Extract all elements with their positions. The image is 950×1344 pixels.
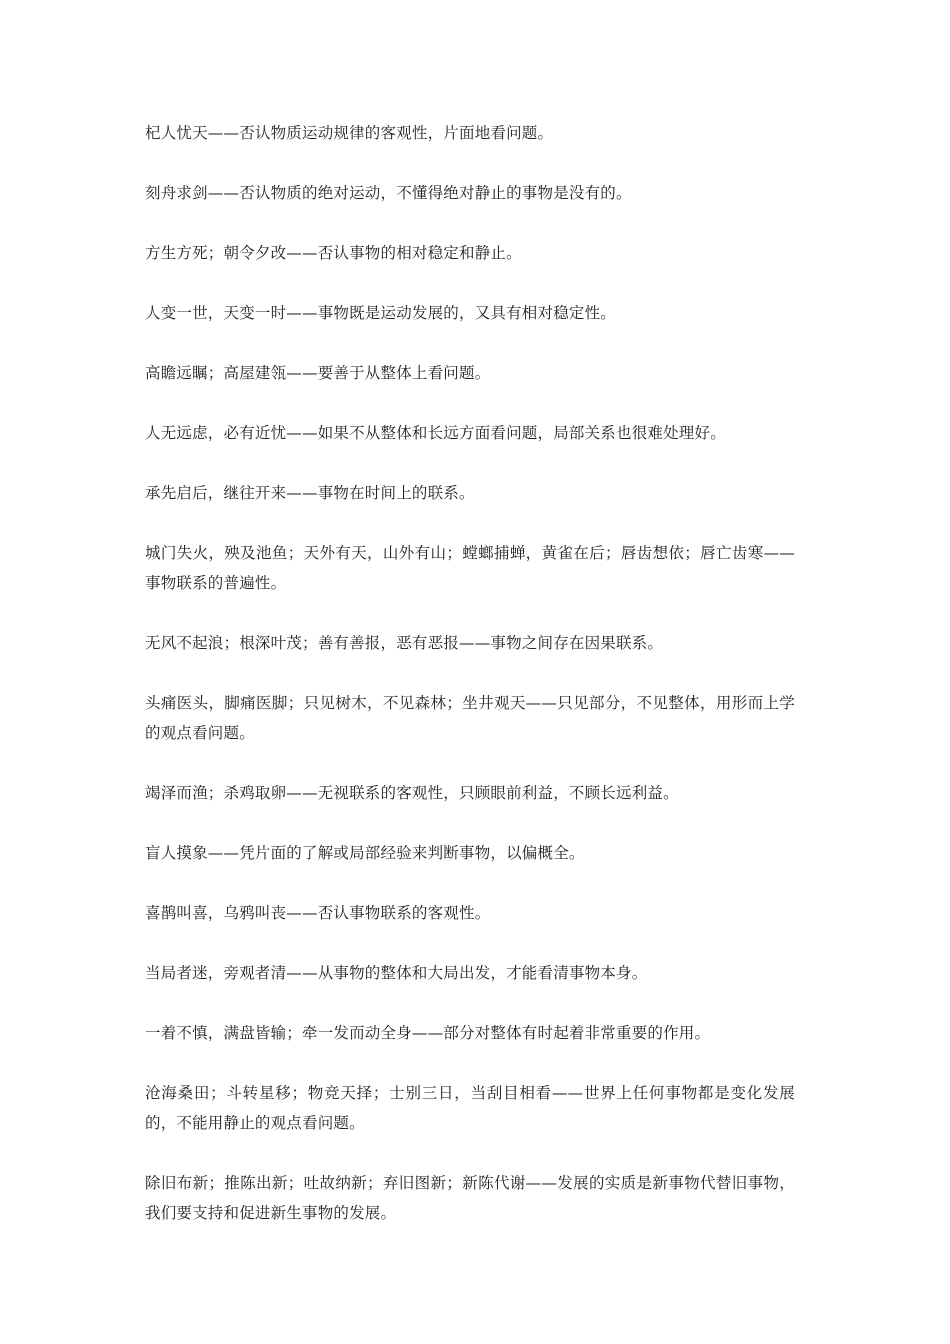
paragraph: 沧海桑田；斗转星移；物竞天择；士别三日，当刮目相看——世界上任何事物都是变化发展的，不能用静止的观点看问题。 — [145, 1084, 795, 1132]
paragraph: 一着不慎，满盘皆输；牵一发而动全身——部分对整体有时起着非常重要的作用。 — [145, 1024, 711, 1042]
paragraph: 人无远虑，必有近忧——如果不从整体和长远方面看问题，局部关系也很难处理好。 — [145, 424, 726, 442]
paragraph: 高瞻远瞩；高屋建瓴——要善于从整体上看问题。 — [145, 364, 491, 382]
paragraph: 城门失火，殃及池鱼；天外有天，山外有山；螳螂捕蝉，黄雀在后；唇齿想依；唇亡齿寒——事物联系的普遍性。 — [145, 544, 795, 592]
paragraph: 除旧布新；推陈出新；吐故纳新；弃旧图新；新陈代谢——发展的实质是新事物代替旧事物，我们要支持和促进新生事物的发展。 — [145, 1174, 795, 1222]
paragraph: 竭泽而渔；杀鸡取卵——无视联系的客观性，只顾眼前利益，不顾长远利益。 — [145, 784, 679, 802]
paragraph: 杞人忧天——否认物质运动规律的客观性，片面地看问题。 — [145, 124, 554, 142]
document-body — [145, 118, 795, 1258]
paragraph: 方生方死；朝令夕改——否认事物的相对稳定和静止。 — [145, 244, 522, 262]
paragraph: 喜鹊叫喜，乌鸦叫丧——否认事物联系的客观性。 — [145, 904, 491, 922]
paragraph: 盲人摸象——凭片面的了解或局部经验来判断事物，以偏概全。 — [145, 844, 585, 862]
paragraph: 当局者迷，旁观者清——从事物的整体和大局出发，才能看清事物本身。 — [145, 964, 648, 982]
paragraph: 人变一世，天变一时——事物既是运动发展的，又具有相对稳定性。 — [145, 304, 617, 322]
paragraph: 刻舟求剑——否认物质的绝对运动，不懂得绝对静止的事物是没有的。 — [145, 184, 632, 202]
paragraph: 承先启后，继往开来——事物在时间上的联系。 — [145, 484, 475, 502]
paragraph: 无风不起浪；根深叶茂；善有善报，恶有恶报——事物之间存在因果联系。 — [145, 634, 664, 652]
paragraph: 头痛医头，脚痛医脚；只见树木，不见森林；坐井观天——只见部分，不见整体，用形而上学的观点看问题。 — [145, 694, 795, 742]
